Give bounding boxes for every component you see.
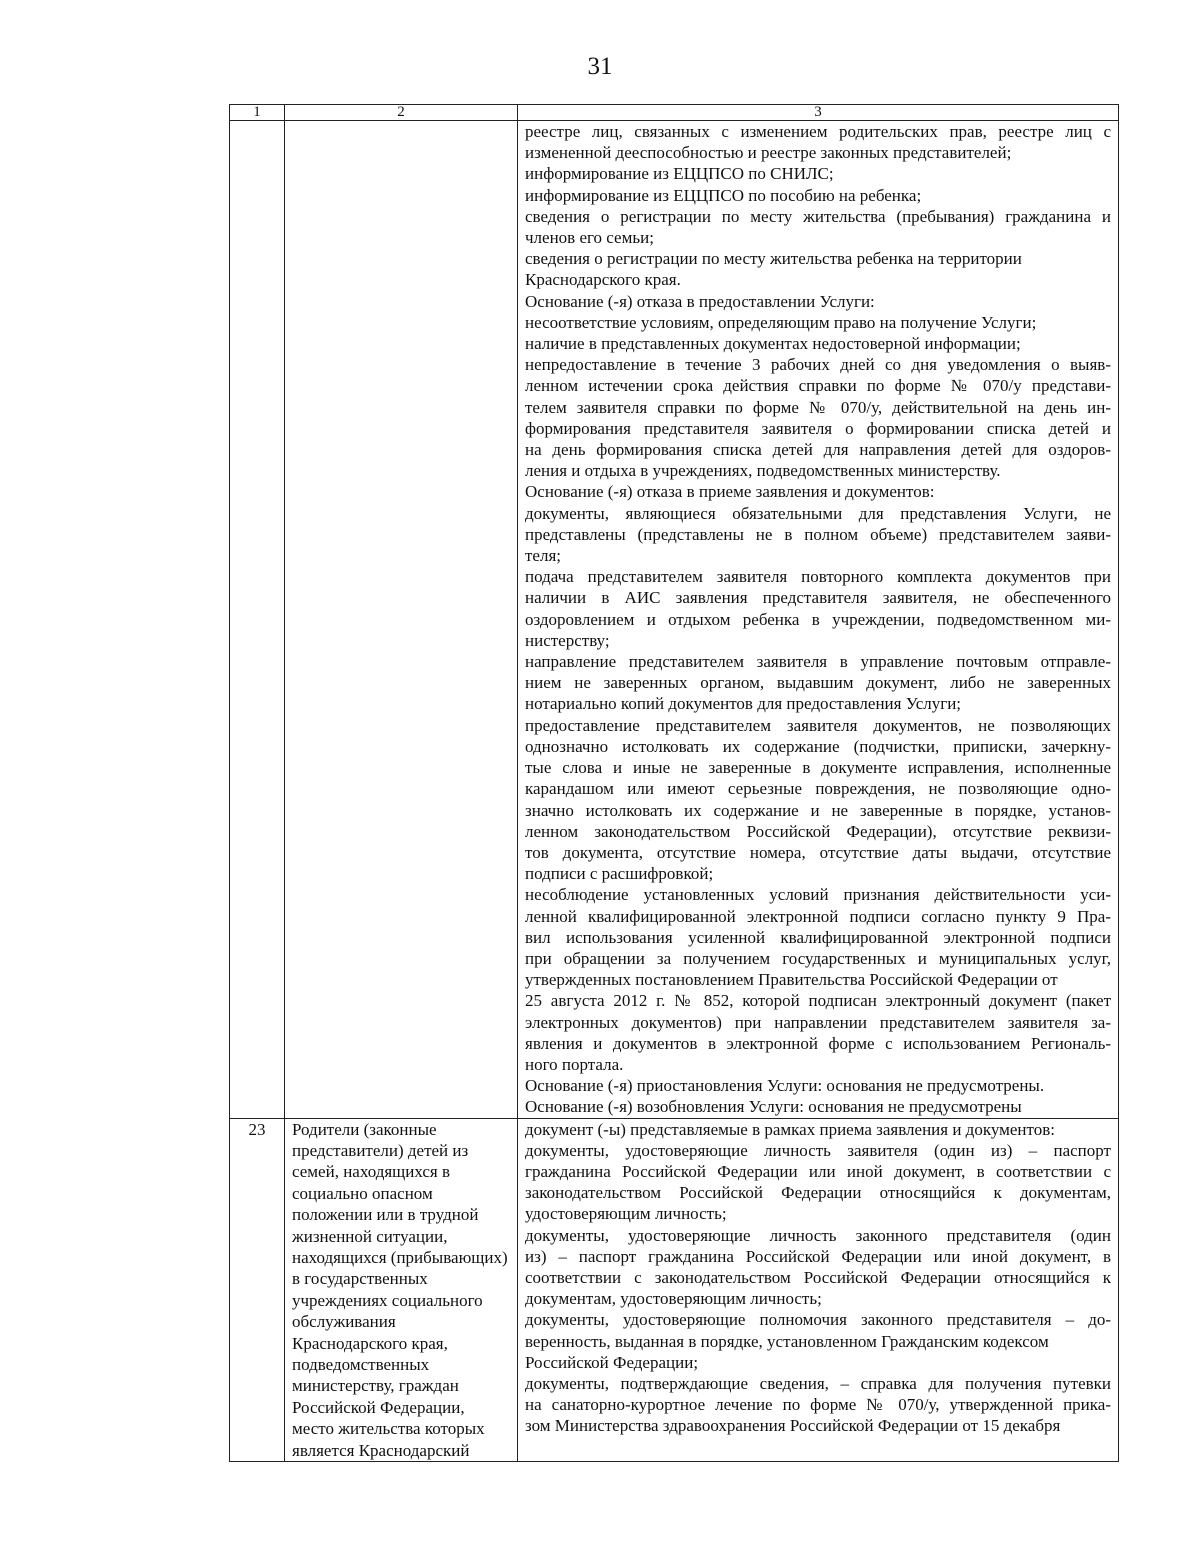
text-line: сведения о регистрации по месту жительства ребенка на территории — [525, 249, 1022, 269]
text-line: Основание (-я) отказа в приеме заявления и документов: — [525, 482, 935, 502]
text-line: на день формирования списка детей для направления детей для оздоров- — [525, 440, 1111, 460]
text-line: из) – паспорт гражданина Российской Федерации или иной документ, в — [525, 1246, 1111, 1266]
text-line: предоставление представителем заявителя документов, не позволяющих — [525, 715, 1111, 735]
conditions-text — [525, 121, 1111, 1118]
row-number-cell: 23 — [230, 1118, 285, 1462]
text-line: подписи с расшифровкой; — [525, 864, 714, 884]
text-line: измененной дееспособностью и реестре законных представителей; — [525, 143, 1012, 163]
text-line: подача представителем заявителя повторного комплекта документов при — [525, 567, 1111, 587]
text-line: документы, удостоверяющие личность законного представителя (один — [525, 1225, 1111, 1245]
column-header-1: 1 — [230, 105, 285, 121]
text-line: наличие в представленных документах недостоверной информации; — [525, 334, 1021, 354]
text-line: нотариально копий документов для предоставления Услуги; — [525, 694, 962, 714]
text-line: 25 августа 2012 г. № 852, которой подписан электронный документ (пакет — [525, 991, 1111, 1011]
text-line: соответствии с законодательством Российской Федерации относящийся к — [525, 1267, 1111, 1287]
text-line: явления и документов в электронной форме с использованием Региональ- — [525, 1033, 1111, 1053]
text-line: оздоровлением и отдыхом ребенка в учреждении, подведомственном ми- — [525, 609, 1111, 629]
text-line: тов документа, отсутствие номера, отсутствие даты выдачи, отсутствие — [525, 842, 1111, 862]
text-line: зом Министерства здравоохранения Российской Федерации от 15 декабря — [525, 1416, 1061, 1436]
text-line: удостоверяющим личность; — [525, 1204, 727, 1224]
text-line: тые слова и иные не заверенные в документе исправления, исполненные — [525, 758, 1111, 778]
text-line: информирование из ЕЦЦПСО по СНИЛС; — [525, 164, 834, 184]
text-line: теля; — [525, 546, 562, 566]
conditions-cell — [518, 121, 1119, 1119]
text-line: карандашом или имеют серьезные повреждения, не позволяющие одно- — [525, 779, 1111, 799]
text-line: значно истолковать их содержание и не заверенные в порядке, установ- — [525, 800, 1111, 820]
table-header-row — [230, 105, 1119, 121]
text-line: ления и отдыха в учреждениях, подведомственных министерству. — [525, 461, 1001, 481]
documents-text — [525, 1119, 1111, 1437]
text-line: гражданина Российской Федерации или иной документ, в соответствии с — [525, 1161, 1111, 1181]
row-number-cell — [230, 121, 285, 1119]
text-line: непредоставление в течение 3 рабочих дней со дня уведомления о выяв- — [525, 355, 1111, 375]
text-line: членов его семьи; — [525, 228, 654, 248]
text-line: Краснодарского края. — [525, 270, 681, 290]
text-line: формирования представителя заявителя о формировании списка детей и — [525, 418, 1111, 438]
text-line: Основание (-я) отказа в предоставлении Услуги: — [525, 291, 875, 311]
text-line: документы, удостоверяющие полномочия законного представителя – до- — [525, 1310, 1111, 1330]
text-line: телем заявителя справки по форме № 070/у, действительной на день ин- — [525, 397, 1111, 417]
text-line: на санаторно-курортное лечение по форме № 070/у, утвержденной прика- — [525, 1395, 1111, 1415]
text-line: документ (-ы) представляемые в рамках приема заявления и документов: — [525, 1119, 1055, 1139]
text-line: при обращении за получением государственных и муниципальных услуг, — [525, 948, 1111, 968]
text-line: ного портала. — [525, 1054, 624, 1074]
text-line: наличии в АИС заявления представителя заявителя, не обеспеченного — [525, 588, 1111, 608]
text-line: несоответствие условиям, определяющим право на получение Услуги; — [525, 312, 1037, 332]
text-line: документы, подтверждающие сведения, – справка для получения путевки — [525, 1373, 1111, 1393]
text-line: Основание (-я) возобновления Услуги: основания не предусмотрены — [525, 1097, 1022, 1117]
text-line: ленной квалифицированной электронной подписи согласно пункту 9 Пра- — [525, 906, 1111, 926]
table-row-23 — [230, 1118, 1119, 1462]
text-line: нием не заверенных органом, выдавшим документ, либо не заверенных — [525, 673, 1111, 693]
text-line: веренность, выданная в порядке, установленном Гражданским кодексом — [525, 1331, 1049, 1351]
text-line: информирование из ЕЦЦПСО по пособию на ребенка; — [525, 185, 922, 205]
text-line: Российской Федерации; — [525, 1352, 699, 1372]
services-table — [229, 104, 1119, 1462]
text-line: ленном истечении срока действия справки по форме № 070/у представи- — [525, 376, 1111, 396]
column-header-3: 3 — [518, 105, 1119, 121]
text-line: документы, удостоверяющие личность заявителя (один из) – паспорт — [525, 1140, 1111, 1160]
text-line: документам, удостоверяющим личность; — [525, 1289, 822, 1309]
column-header-2: 2 — [285, 105, 518, 121]
text-line: сведения о регистрации по месту жительства (пребывания) гражданина и — [525, 206, 1111, 226]
text-line: утвержденных постановлением Правительства Российской Федерации от — [525, 970, 1058, 990]
documents-cell — [518, 1118, 1119, 1462]
text-line: направление представителем заявителя в управление почтовым отправле- — [525, 652, 1111, 672]
text-line: электронных документов) при направлении представителем заявителя за- — [525, 1012, 1111, 1032]
page-number: 31 — [587, 53, 613, 80]
table-row-continuation — [230, 121, 1119, 1119]
text-line: вил использования усиленной квалифицированной электронной подписи — [525, 927, 1111, 947]
text-line: реестре лиц, связанных с изменением родительских прав, реестре лиц с — [525, 122, 1111, 141]
text-line: Основание (-я) приостановления Услуги: основания не предусмотрены. — [525, 1076, 1045, 1096]
text-line: однозначно истолковать их содержание (подчистки, приписки, зачеркну- — [525, 736, 1111, 756]
text-line: ленном законодательством Российской Федерации), отсутствие реквизи- — [525, 821, 1111, 841]
text-line: документы, являющиеся обязательными для представления Услуги, не — [525, 503, 1111, 523]
text-line: несоблюдение установленных условий признания действительности уси- — [525, 885, 1111, 905]
category-cell: Родители (законные представители) детей из семей, находящихся в социально опасном положении или в трудной жизненной ситуации, находящихся (прибывающих) в государственных учреждениях социального обслуживания Краснодарского края, подведомственных министерству, граждан Российской Федерации, место жительства которых является Краснодарский — [285, 1118, 518, 1462]
category-cell — [285, 121, 518, 1119]
text-line: законодательством Российской Федерации относящийся к документам, — [525, 1183, 1111, 1203]
text-line: нистерству; — [525, 630, 610, 650]
text-line: представлены (представлены не в полном объеме) представителем заяви- — [525, 524, 1111, 544]
